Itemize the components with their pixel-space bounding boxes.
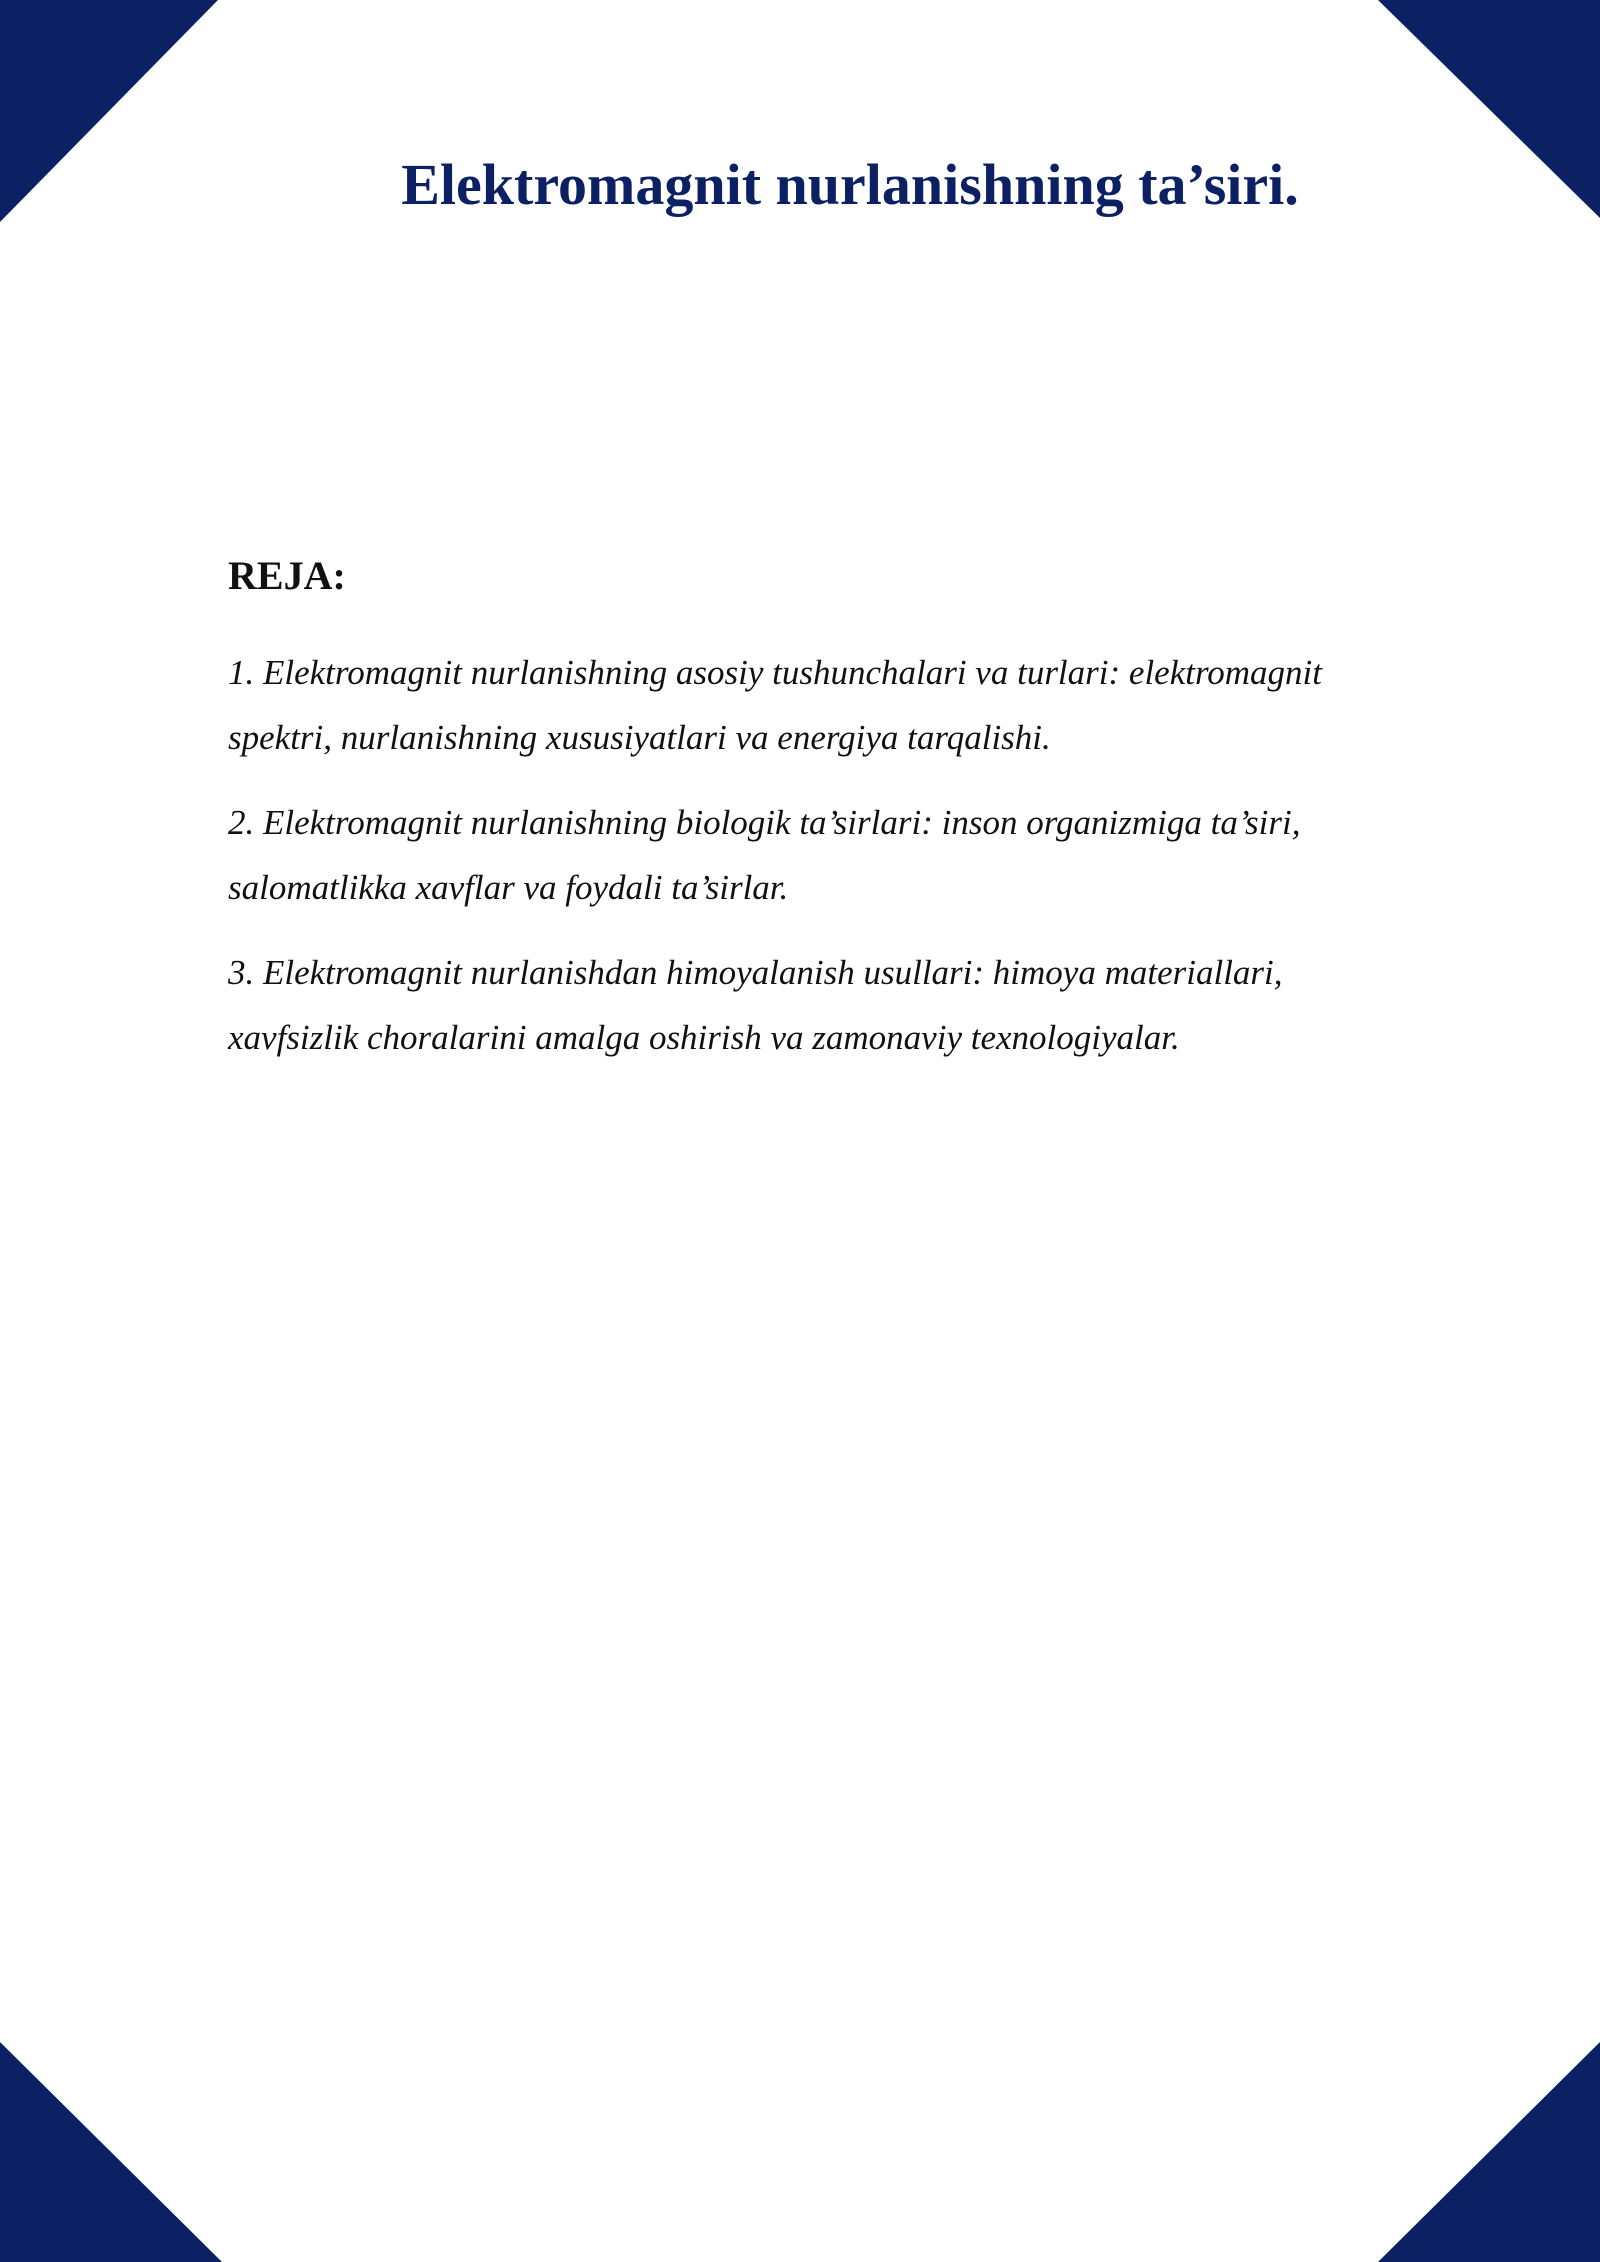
plan-list — [228, 640, 1408, 1070]
plan-item: 3. Elektromagnit nurlanishdan himoyalanish usullari: himoya materiallari, xavfsizlik choralarini amalga oshirish va zamonaviy texnologiyalar. — [228, 953, 1283, 1057]
plan-section — [228, 550, 1408, 1090]
corner-decoration-bottom-right — [1378, 2042, 1600, 2262]
plan-item: 1. Elektromagnit nurlanishning asosiy tushunchalari va turlari: elektromagnit spektri, nurlanishning xususiyatlari va energiya tarqalishi. — [228, 653, 1323, 757]
document-title: Elektromagnit nurlanishning ta’siri. — [401, 152, 1299, 217]
plan-heading: REJA: — [228, 553, 346, 598]
corner-decoration-bottom-left — [0, 2042, 222, 2262]
plan-item: 2. Elektromagnit nurlanishning biologik ta’sirlari: inson organizmiga ta’siri, salomatlikka xavflar va foydali ta’sirlar. — [228, 803, 1301, 907]
